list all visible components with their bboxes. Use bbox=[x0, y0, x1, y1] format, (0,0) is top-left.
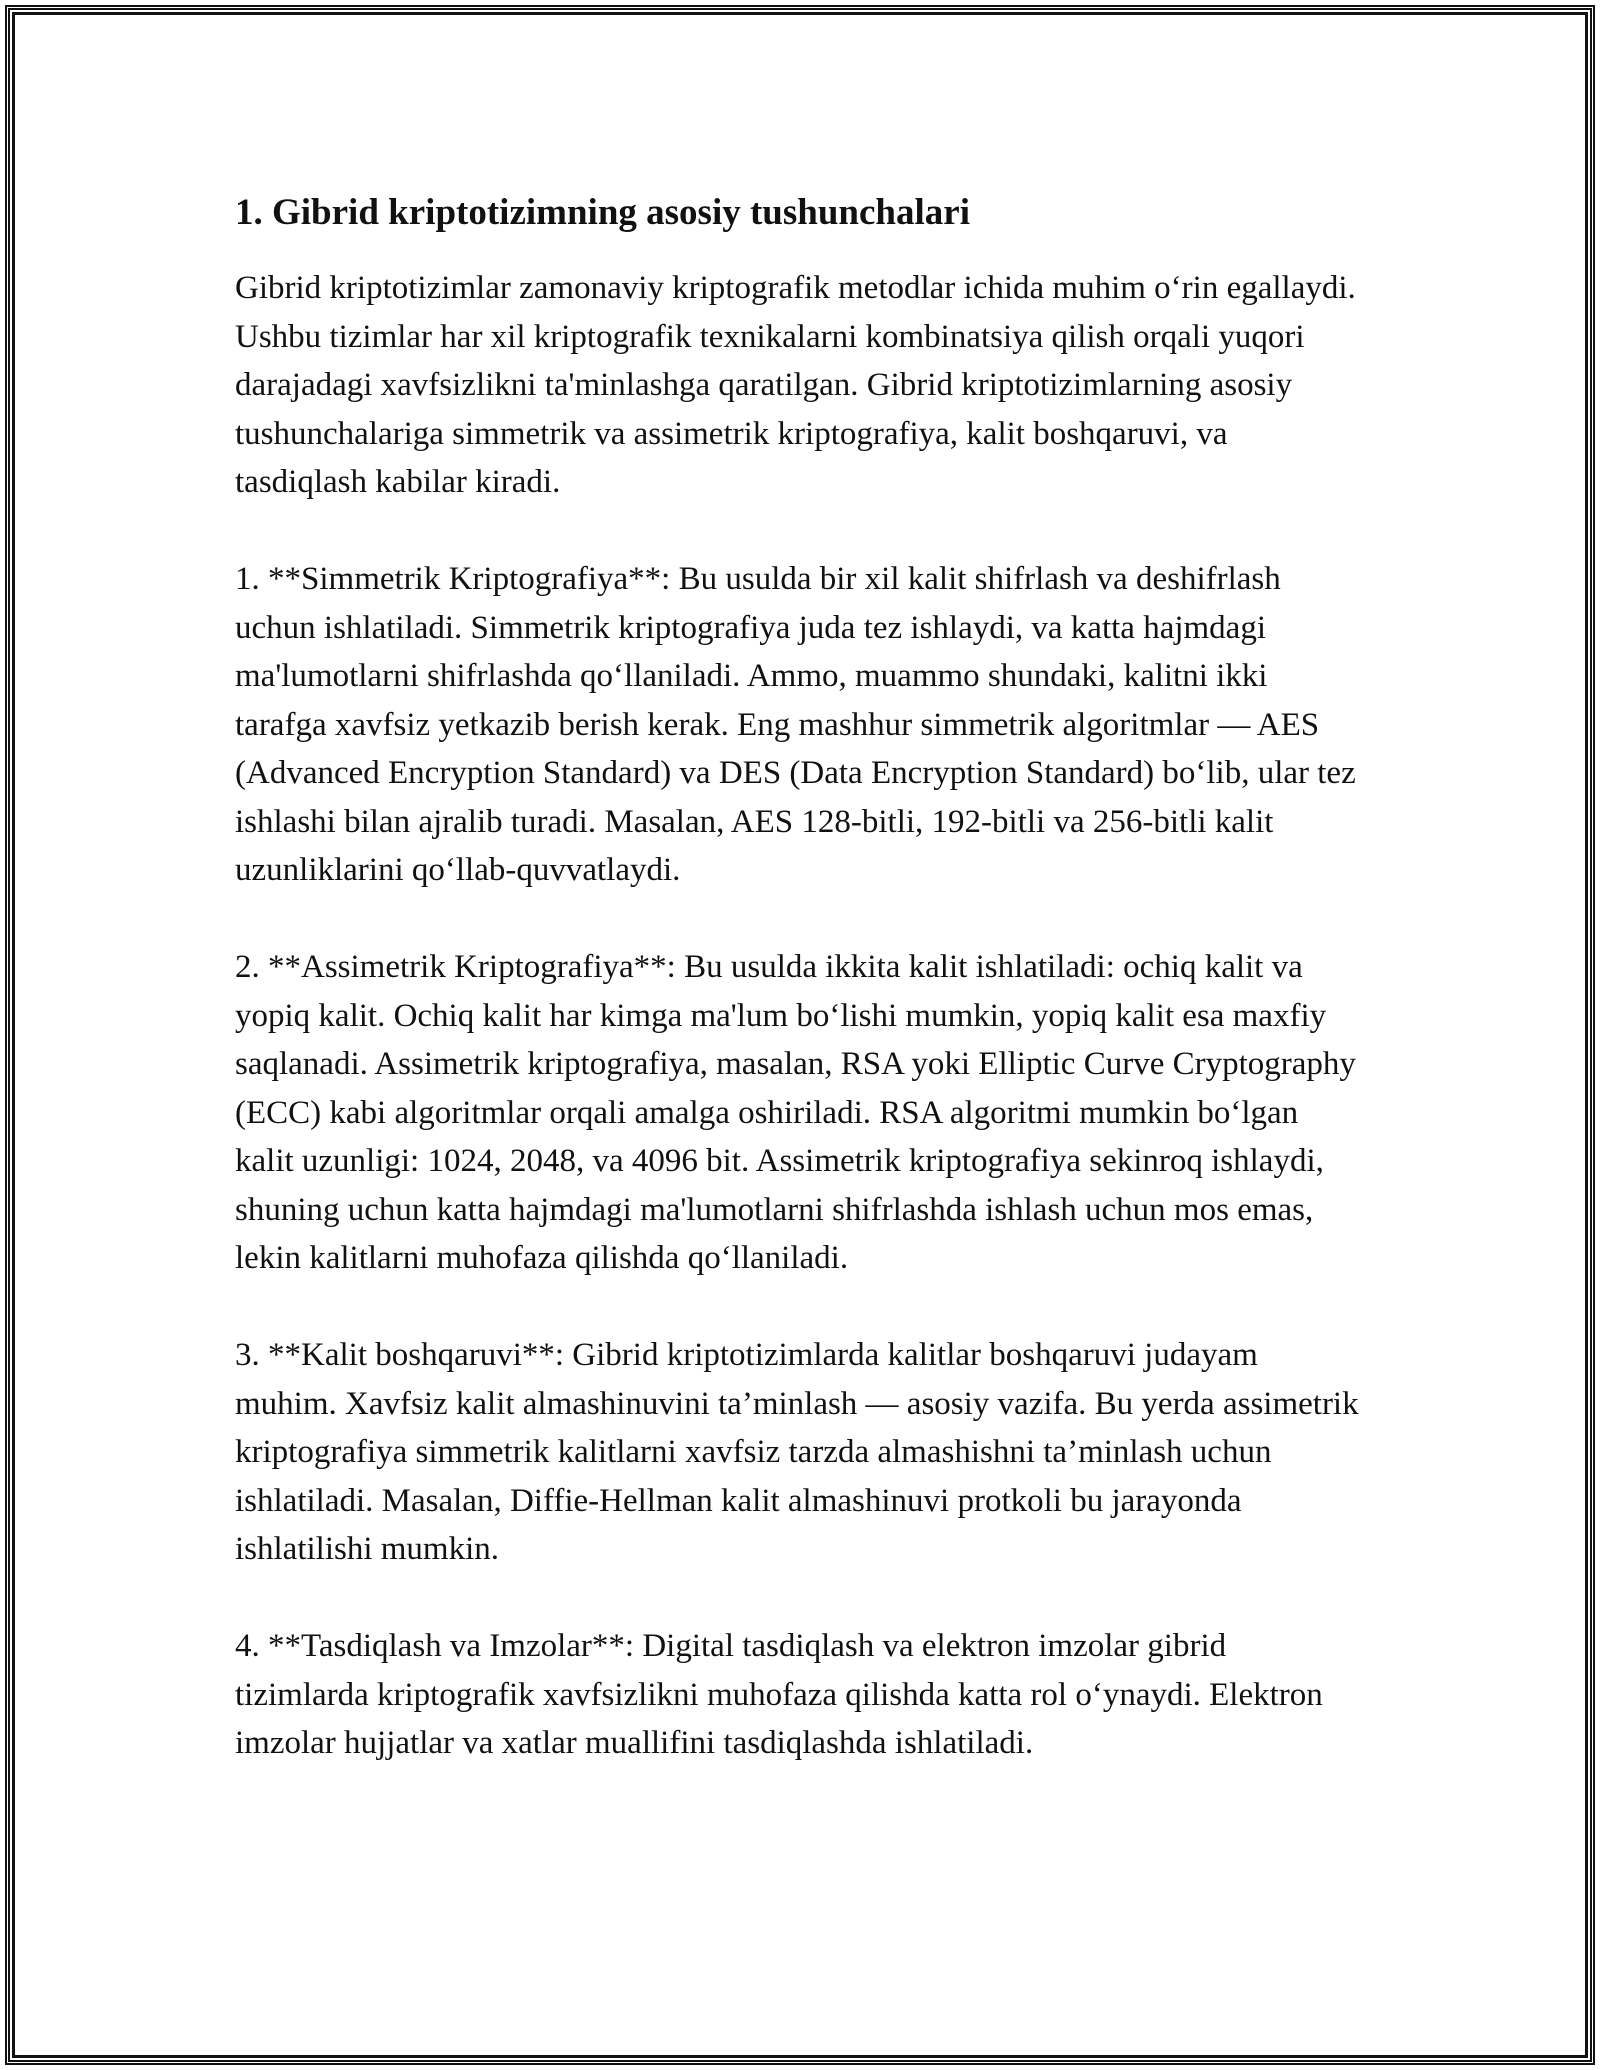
list-item-asymmetric: 2. **Assimetrik Kriptografiya**: Bu usulda ikkita kalit ishlatiladi: ochiq kalit va yopiq kalit. Ochiq kalit har kimga ma'lum boʻlishi mumkin, yopiq kalit esa maxfiy saqlanadi. Assimetrik kriptografiya, masalan, RSA yoki Elliptic Curve Cryptography (ECC) kabi algoritmlar orqali amalga oshiriladi. RSA algoritmi mumkin boʻlgan kalit uzunligi: 1024, 2048, va 4096 bit. Assimetrik kriptografiya sekinroq ishlaydi, shuning uchun katta hajmdagi ma'lumotlarni shifrlashda ishlash uchun mos emas, lekin kalitlarni muhofaza qilishda qoʻllaniladi. bbox=[235, 949, 1356, 1276]
document-body bbox=[235, 190, 1365, 1816]
list-item-signatures: 4. **Tasdiqlash va Imzolar**: Digital tasdiqlash va elektron imzolar gibrid tizimlarda kriptografik xavfsizlikni muhofaza qilishda katta rol oʻynaydi. Elektron imzolar hujjatlar va xatlar muallifini tasdiqlashda ishlatiladi. bbox=[235, 1628, 1323, 1761]
list-item-key-management: 3. **Kalit boshqaruvi**: Gibrid kriptotizimlarda kalitlar boshqaruvi judayam muhim. Xavfsiz kalit almashinuvini ta’minlash — asosiy vazifa. Bu yerda assimetrik kriptografiya simmetrik kalitlarni xavfsiz tarzda almashishni ta’minlash uchun ishlatiladi. Masalan, Diffie-Hellman kalit almashinuvi protkoli bu jarayonda ishlatilishi mumkin. bbox=[235, 1337, 1359, 1567]
section-heading: 1. Gibrid kriptotizimning asosiy tushunchalari bbox=[235, 192, 970, 233]
intro-paragraph: Gibrid kriptotizimlar zamonaviy kriptografik metodlar ichida muhim oʻrin egallaydi. Ushbu tizimlar har xil kriptografik texnikalarni kombinatsiya qilish orqali yuqori darajadagi xavfsizlikni ta'minlashga qaratilgan. Gibrid kriptotizimlarning asosiy tushunchalariga simmetrik va assimetrik kriptografiya, kalit boshqaruvi, va tasdiqlash kabilar kiradi. bbox=[235, 270, 1356, 500]
list-item-symmetric: 1. **Simmetrik Kriptografiya**: Bu usulda bir xil kalit shifrlash va deshifrlash uchun ishlatiladi. Simmetrik kriptografiya juda tez ishlaydi, va katta hajmdagi ma'lumotlarni shifrlashda qoʻllaniladi. Ammo, muammo shundaki, kalitni ikki tarafga xavfsiz yetkazib berish kerak. Eng mashhur simmetrik algoritmlar — AES (Advanced Encryption Standard) va DES (Data Encryption Standard) boʻlib, ular tez ishlashi bilan ajralib turadi. Masalan, AES 128-bitli, 192-bitli va 256-bitli kalit uzunliklarini qoʻllab-quvvatlaydi. bbox=[235, 561, 1356, 888]
